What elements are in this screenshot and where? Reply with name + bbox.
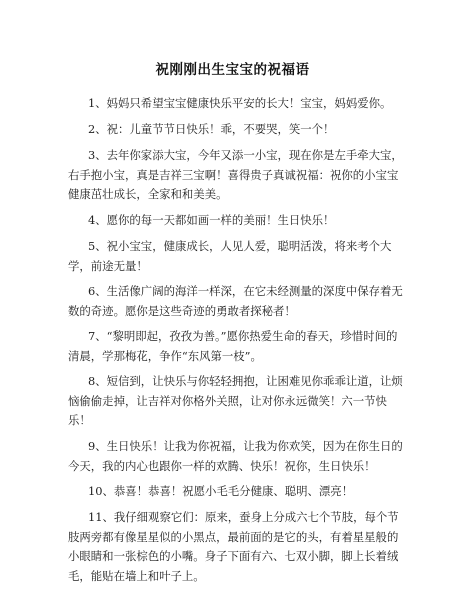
paragraph-3: 3、去年你家添大宝，今年又添一小宝，现在你是左手牵大宝，右手抱小宝，真是吉祥三宝啊！喜得贵子真诚祝福：祝你的小宝宝健康茁壮成长，全家和和美美。 [68,148,403,201]
paragraph-2: 2、祝：儿童节节日快乐！乖，不要哭，笑一个！ [88,122,335,136]
paragraph-8: 8、短信到，让快乐与你轻轻拥抱，让困难见你乖乖让道，让烦恼偷偷走掉，让吉祥对你格外关照，让对你永远微笑！六一节快乐！ [68,374,403,427]
paragraph-1: 1、妈妈只希望宝宝健康快乐平安的长大！宝宝，妈妈爱你。 [88,96,392,110]
paragraph-11: 11、我仔细观察它们：原来，蚕身上分成六七个节肢，每个节肢两旁都有像星星似的小黑点，最前面的是它的头，有着星星般的小眼睛和一张棕色的小嘴。身子下面有六、七双小脚，脚上长着绒毛，能贴在墙上和叶子上。 [68,510,399,583]
paragraph-5: 5、祝小宝宝，健康成长，人见人爱，聪明活泼，将来考个大学，前途无量！ [68,239,392,273]
document-title: 祝刚刚出生宝宝的祝福语 [155,62,310,78]
paragraph-6: 6、生活像广阔的海洋一样深，在它未经测量的深度中保存着无数的奇迹。愿你是这些奇迹的勇敢者探秘者！ [68,284,403,318]
paragraph-7: 7、“黎明即起，孜孜为善。”愿你热爱生命的春天，珍惜时间的清晨，学那梅花，争作“东风第一枝”。 [68,329,398,363]
paragraph-9: 9、生日快乐！让我为你祝福，让我为你欢笑，因为在你生日的今天，我的内心也跟你一样的欢腾、快乐！祝你，生日快乐！ [68,439,403,473]
paragraph-4: 4、愿你的每一天都如画一样的美丽！生日快乐！ [88,213,335,227]
paragraph-10: 10、恭喜！恭喜！祝愿小毛毛分健康、聪明、漂亮！ [88,484,354,498]
